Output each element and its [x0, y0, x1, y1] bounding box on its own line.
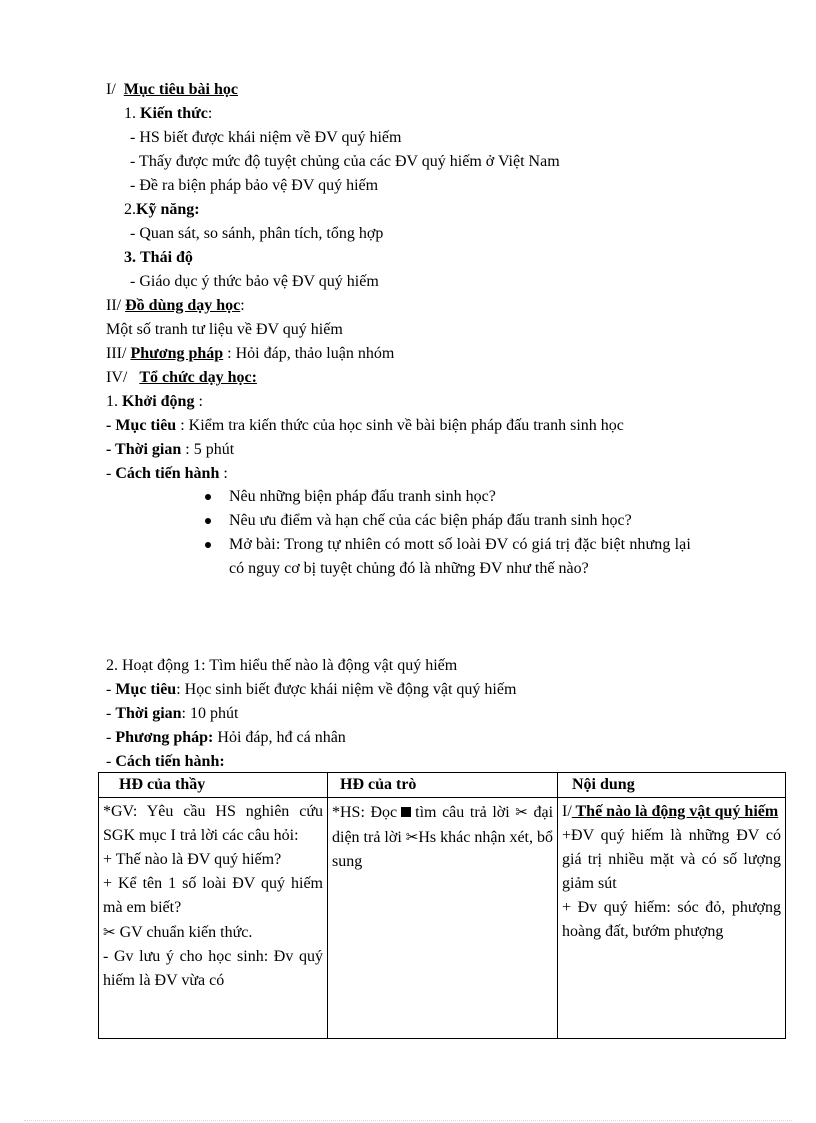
- header-teacher: HĐ của thầy: [99, 773, 328, 798]
- activity1-goal: - Mục tiêu: Học sinh biết được khái niệm về động vật quý hiếm: [106, 681, 517, 698]
- teacher-cell: [99, 798, 328, 1039]
- skill-item: - Quan sát, so sánh, phân tích, tổng hợp: [130, 225, 384, 242]
- method-heading: III/ Phương pháp : Hỏi đáp, thảo luận nhóm: [106, 345, 395, 362]
- activity1-title: 2. Hoạt động 1: Tìm hiểu thế nào là động vật quý hiếm: [106, 657, 458, 674]
- activity1-procedure: - Cách tiến hành:: [106, 753, 225, 770]
- activity1-method: - Phương pháp: Hỏi đáp, hđ cá nhân: [106, 729, 346, 746]
- knowledge-heading: 1. Kiến thức:: [124, 105, 213, 122]
- teacher-line: + Kể tên 1 số loài ĐV quý hiếm mà em biết?: [103, 875, 323, 916]
- scissors-icon: ✂: [103, 923, 116, 941]
- teacher-line: + Thế nào là ĐV quý hiếm?: [103, 851, 282, 868]
- scissors-icon: ✂: [405, 828, 419, 846]
- attitude-item: - Giáo dục ý thức bảo vệ ĐV quý hiếm: [130, 273, 379, 290]
- activity-table: [98, 772, 786, 1039]
- knowledge-item: - HS biết được khái niệm về ĐV quý hiếm: [130, 129, 402, 146]
- bullet-icon: [205, 518, 211, 524]
- knowledge-item: - Đề ra biện pháp bảo vệ ĐV quý hiếm: [130, 177, 379, 194]
- table-header-row: [99, 773, 786, 798]
- bullet-icon: [205, 542, 211, 548]
- skill-heading: 2.Kỹ năng:: [124, 201, 200, 218]
- materials-text: Một số tranh tư liệu về ĐV quý hiếm: [106, 321, 343, 338]
- organization-heading: IV/ Tổ chức dạy học:: [106, 369, 257, 386]
- teacher-line: *GV: Yêu cầu HS nghiên cứu SGK mục I trả lời các câu hỏi:: [103, 803, 323, 844]
- student-cell: *HS: Đọc tìm câu trả lời ✂ đại diện trả lời ✂Hs khác nhận xét, bổ sung: [328, 798, 558, 1039]
- knowledge-item: - Thấy được mức độ tuyệt chủng của các ĐV quý hiếm ở Việt Nam: [130, 153, 560, 170]
- teacher-line: ✂ GV chuẩn kiến thức.: [103, 923, 253, 941]
- content-cell: [558, 798, 786, 1039]
- square-bullet-icon: [401, 807, 411, 817]
- activity1-time: - Thời gian: 10 phút: [106, 705, 239, 722]
- warmup-goal: - Mục tiêu : Kiểm tra kiến thức của học sinh về bài biện pháp đấu tranh sinh học: [106, 417, 624, 434]
- attitude-heading: 3. Thái độ: [124, 249, 193, 266]
- warmup-bullet: Nêu ưu điểm và hạn chế của các biện pháp đấu tranh sinh học?: [229, 512, 632, 529]
- content-heading: I/ Thế nào là động vật quý hiếm: [562, 803, 779, 820]
- header-content: Nội dung: [558, 773, 786, 798]
- warmup-bullet: Nêu những biện pháp đấu tranh sinh học?: [229, 488, 496, 505]
- bullet-icon: [205, 494, 211, 500]
- objectives-heading: I/ Mục tiêu bài học: [106, 81, 238, 98]
- content-item: + Đv quý hiếm: sóc đỏ, phượng hoàng đất, bướm phượng: [562, 899, 781, 940]
- warmup-procedure: - Cách tiến hành :: [106, 465, 228, 482]
- materials-heading: II/ Đồ dùng dạy học:: [106, 297, 245, 314]
- header-student: HĐ của trò: [328, 773, 558, 798]
- table-row: [99, 798, 786, 1039]
- teacher-line: - Gv lưu ý cho học sinh: Đv quý hiếm là ĐV vừa có: [103, 948, 323, 989]
- warmup-heading: 1. Khởi động :: [106, 393, 203, 410]
- page-bottom-divider: [24, 1120, 792, 1121]
- warmup-bullet: Mở bài: Trong tự nhiên có mott số loài ĐV có giá trị đặc biệt nhưng lại: [229, 536, 691, 553]
- warmup-time: - Thời gian : 5 phút: [106, 441, 235, 458]
- warmup-bullet-continuation: có nguy cơ bị tuyệt chủng đó là những ĐV như thế nào?: [229, 560, 589, 577]
- objectives-title: Mục tiêu bài học: [123, 81, 238, 98]
- scissors-icon: ✂: [515, 803, 528, 821]
- content-item: +ĐV quý hiếm là những ĐV có giá trị nhiều mặt và có số lượng giảm sút: [562, 827, 781, 892]
